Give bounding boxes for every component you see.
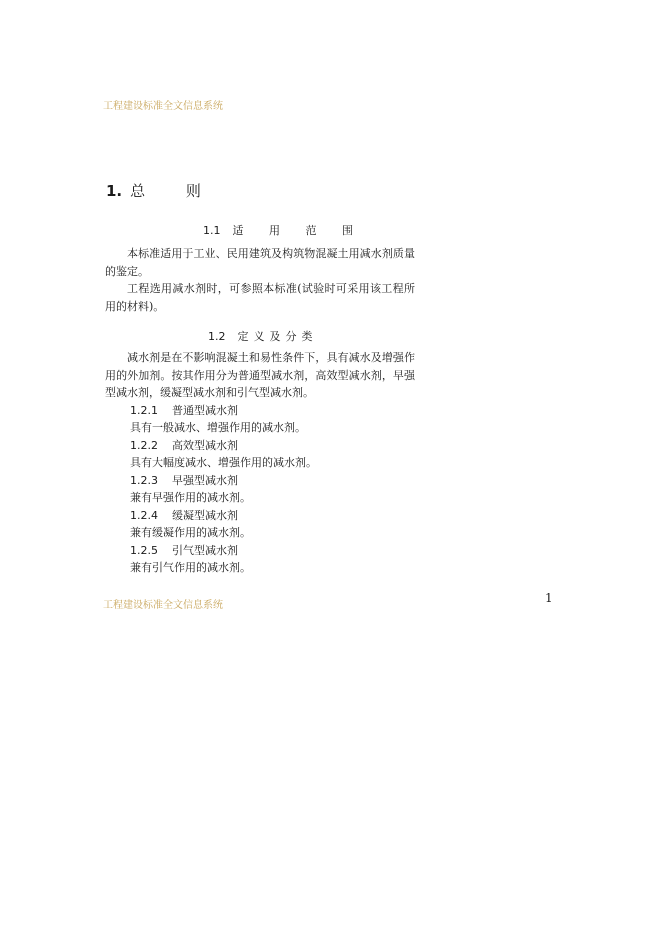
clause-heading [105,437,415,455]
watermark-header: 工程建设标准全文信息系统 [103,101,223,112]
clause-title: 高效型减水剂 [172,438,238,452]
clause-number: 1.2.2 [130,438,158,452]
clause-title: 普通型减水剂 [172,403,238,417]
clause-text: 兼有引气作用的减水剂。 [130,561,251,574]
paragraph: 减水剂是在不影响混凝土和易性条件下，具有减水及增强作用的外加剂。按其作用分为普通型减水剂，高效型减水剂，早强型减水剂，缓凝型减水剂和引气型减水剂。 [105,351,415,399]
clause-number: 1.2.1 [130,403,158,417]
chapter-name: 总 则 [130,182,219,200]
clause-heading [105,402,415,420]
clause-number: 1.2.3 [130,473,158,487]
clause-text: 兼有缓凝作用的减水剂。 [130,526,251,539]
clause-text: 具有大幅度减水、增强作用的减水剂。 [130,456,317,469]
watermark-footer: 工程建设标准全文信息系统 [103,600,223,611]
clause-title: 缓凝型减水剂 [172,508,238,522]
section-body-1-1 [105,245,415,315]
clause-heading [105,472,415,490]
clause-heading [105,507,415,525]
clause-number: 1.2.4 [130,508,158,522]
section-heading-1-2 [208,328,318,344]
clause-heading [105,542,415,560]
section-name: 定义及分类 [237,330,318,343]
clause-number: 1.2.5 [130,543,158,557]
paragraph: 工程选用减水剂时，可参照本标准(试验时可采用该工程所用的材料)。 [105,282,415,313]
section-number: 1.1 [203,224,221,237]
section-number: 1.2 [208,330,226,343]
page-number: 1 [545,591,553,605]
paragraph: 本标准适用于工业、民用建筑及构筑物混凝土用减水剂质量的鉴定。 [105,247,415,278]
section-name: 适 用 范 围 [232,224,364,237]
clause-text: 具有一般减水、增强作用的减水剂。 [130,421,306,434]
chapter-title [106,180,219,201]
section-body-1-2 [105,349,415,577]
section-heading-1-1 [203,222,364,238]
clause-title: 引气型减水剂 [172,543,238,557]
chapter-number: 1. [106,182,123,200]
clause-text: 兼有早强作用的减水剂。 [130,491,251,504]
clause-title: 早强型减水剂 [172,473,238,487]
